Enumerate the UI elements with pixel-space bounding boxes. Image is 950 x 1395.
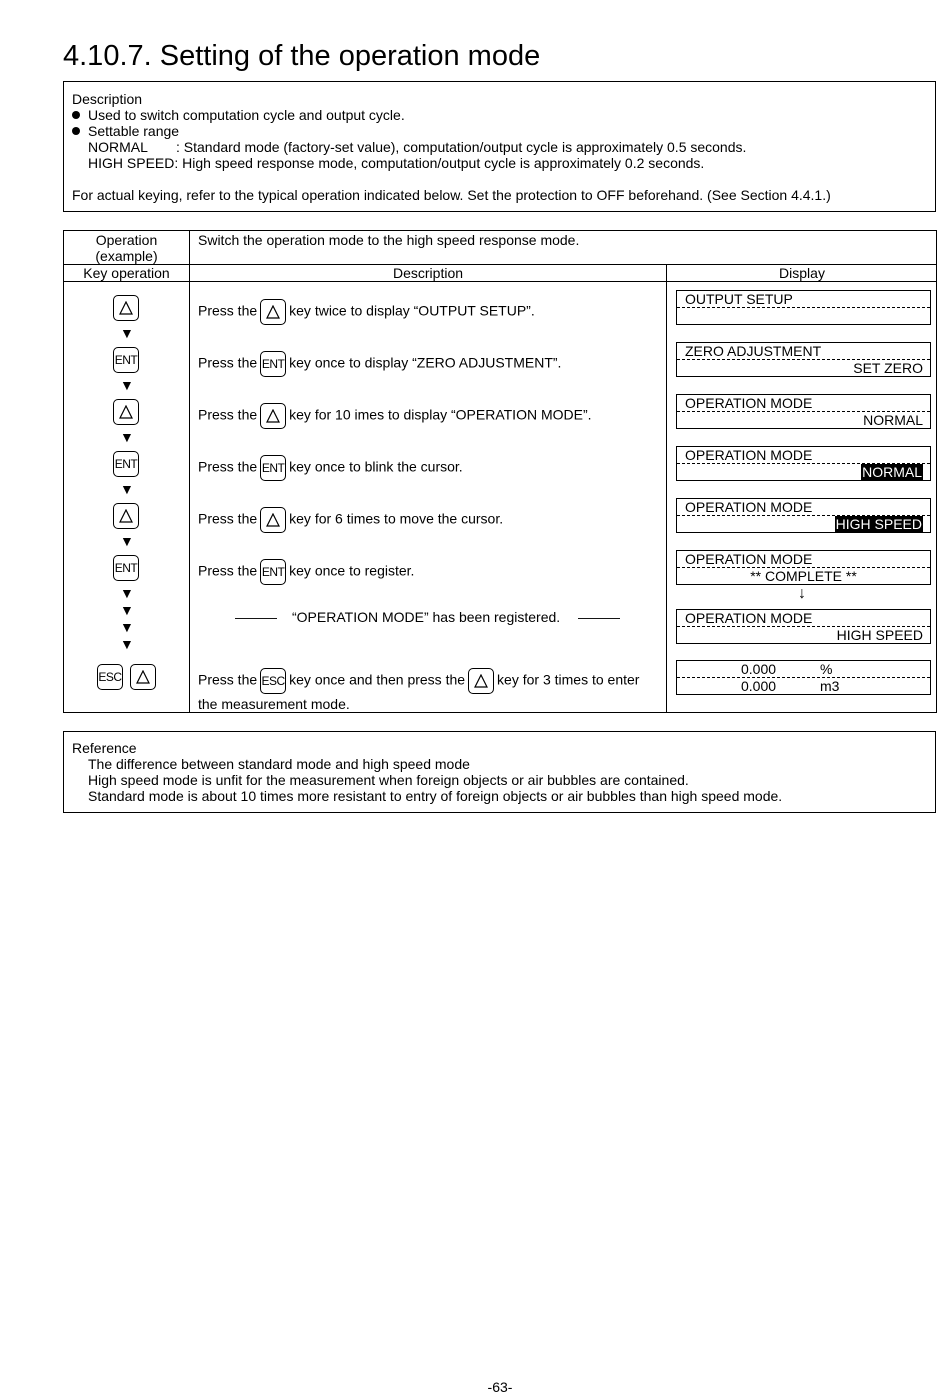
lcd-display: [676, 660, 931, 695]
bullet-item: [72, 107, 405, 123]
up-key-icon: [260, 299, 286, 325]
esc-key-icon: ESC: [97, 664, 123, 690]
normal-label: NORMAL: [88, 139, 148, 155]
up-key-icon: [113, 399, 139, 425]
lcd-display: [676, 550, 931, 585]
reference-box: [63, 731, 936, 813]
divider: [64, 281, 936, 282]
step-description: Press the ENT key once to register.: [198, 559, 414, 585]
reference-line: High speed mode is unfit for the measurement when foreign objects or air bubbles are contained.: [88, 772, 689, 788]
down-arrow-icon: ▼: [120, 481, 134, 497]
high-speed-line: HIGH SPEED: High speed response mode, computation/output cycle is approximately 0.2 seconds.: [88, 155, 705, 171]
column-header-key: Key operation: [83, 265, 170, 281]
down-arrow-icon: ▼: [120, 619, 134, 635]
reference-heading: Reference: [72, 740, 137, 756]
up-key-icon: [260, 507, 286, 533]
lcd-display: [676, 498, 931, 533]
normal-mode-line: [88, 139, 746, 155]
ent-key-icon: ENT: [260, 559, 286, 585]
down-arrow-icon: ▼: [120, 585, 134, 601]
divider: [666, 265, 667, 713]
down-arrow-icon: ▼: [120, 602, 134, 618]
description-heading: Description: [72, 91, 143, 107]
step-description-line2: the measurement mode.: [198, 696, 350, 712]
lcd-line2: NORMAL: [863, 412, 923, 428]
lcd-line2: ** COMPLETE **: [750, 568, 857, 584]
up-key-icon: [468, 668, 494, 694]
registered-dash: ———: [235, 609, 277, 625]
bullet-item: [72, 123, 179, 139]
operation-label-example: (example): [95, 248, 158, 264]
reference-line: Standard mode is about 10 times more resistant to entry of foreign objects or air bubbles than high speed mode.: [88, 788, 783, 804]
down-arrow-icon: ▼: [120, 377, 134, 393]
lcd-line2: HIGH SPEED: [836, 627, 923, 643]
lcd-display: [676, 446, 931, 481]
down-arrow-icon: ↓: [798, 585, 806, 602]
up-key-icon: [113, 503, 139, 529]
lcd-display: [676, 290, 931, 325]
lcd-line2-cursor: HIGH SPEED: [835, 516, 922, 532]
lcd-value: 0.000: [741, 661, 777, 677]
lcd-line2: SET ZERO: [853, 360, 923, 376]
step-description: Press the ESC key once and then press the key for 3 times to enter: [198, 668, 639, 694]
divider: [189, 231, 190, 713]
description-box: [63, 81, 936, 212]
bullet-dot-icon: [72, 111, 80, 119]
reference-line: The difference between standard mode and high speed mode: [88, 756, 470, 772]
bullet-dot-icon: [72, 127, 80, 135]
lcd-unit: m3: [820, 678, 840, 694]
page-title: 4.10.7. Setting of the operation mode: [63, 40, 541, 72]
down-arrow-icon: ▼: [120, 429, 134, 445]
step-description: Press the key for 10 imes to display “OPERATION MODE”.: [198, 403, 592, 429]
up-key-icon: [260, 403, 286, 429]
bullet-text: Settable range: [88, 123, 180, 139]
down-arrow-icon: ▼: [120, 325, 134, 341]
lcd-unit: %: [820, 661, 833, 677]
lcd-line1: OPERATION MODE: [685, 551, 813, 567]
down-arrow-icon: ▼: [120, 533, 134, 549]
lcd-line1: OPERATION MODE: [685, 447, 813, 463]
lcd-line1: OUTPUT SETUP: [685, 291, 793, 307]
operation-label: Operation: [95, 232, 158, 248]
lcd-value: 0.000: [741, 678, 777, 694]
ent-key-icon: ENT: [260, 455, 286, 481]
lcd-display: [676, 394, 931, 429]
lcd-line1: ZERO ADJUSTMENT: [685, 343, 822, 359]
step-description: Press the key twice to display “OUTPUT SETUP”.: [198, 299, 535, 325]
registered-message: “OPERATION MODE” has been registered.: [292, 609, 561, 625]
lcd-line2-cursor: NORMAL: [862, 464, 922, 480]
operation-summary: Switch the operation mode to the high speed response mode.: [198, 232, 580, 248]
lcd-line1: OPERATION MODE: [685, 395, 813, 411]
up-key-icon: [130, 664, 156, 690]
normal-text: : Standard mode (factory-set value), computation/output cycle is approximately 0.5 seconds.: [176, 139, 747, 155]
column-header-display: Display: [779, 265, 825, 281]
esc-key-icon: ESC: [260, 668, 286, 694]
registered-dash: ———: [578, 609, 620, 625]
step-description: Press the ENT key once to display “ZERO ADJUSTMENT”.: [198, 351, 561, 377]
operation-table: [63, 230, 937, 713]
page-number: -63-: [487, 1379, 513, 1395]
step-description: Press the ENT key once to blink the cursor.: [198, 455, 463, 481]
ent-key-icon: ENT: [113, 451, 139, 477]
step-description: Press the key for 6 times to move the cursor.: [198, 507, 503, 533]
ent-key-icon: ENT: [113, 555, 139, 581]
down-arrow-icon: ▼: [120, 636, 134, 652]
lcd-line1: OPERATION MODE: [685, 499, 813, 515]
keying-note: For actual keying, refer to the typical operation indicated below. Set the protection to OFF beforehand. (See Section 4.4.1.): [72, 187, 831, 203]
ent-key-icon: ENT: [113, 347, 139, 373]
bullet-text: Used to switch computation cycle and output cycle.: [88, 107, 405, 123]
lcd-display: [676, 342, 931, 377]
column-header-description: Description: [392, 265, 464, 281]
lcd-line1: OPERATION MODE: [685, 610, 813, 626]
lcd-display: [676, 609, 931, 644]
up-key-icon: [113, 295, 139, 321]
ent-key-icon: ENT: [260, 351, 286, 377]
